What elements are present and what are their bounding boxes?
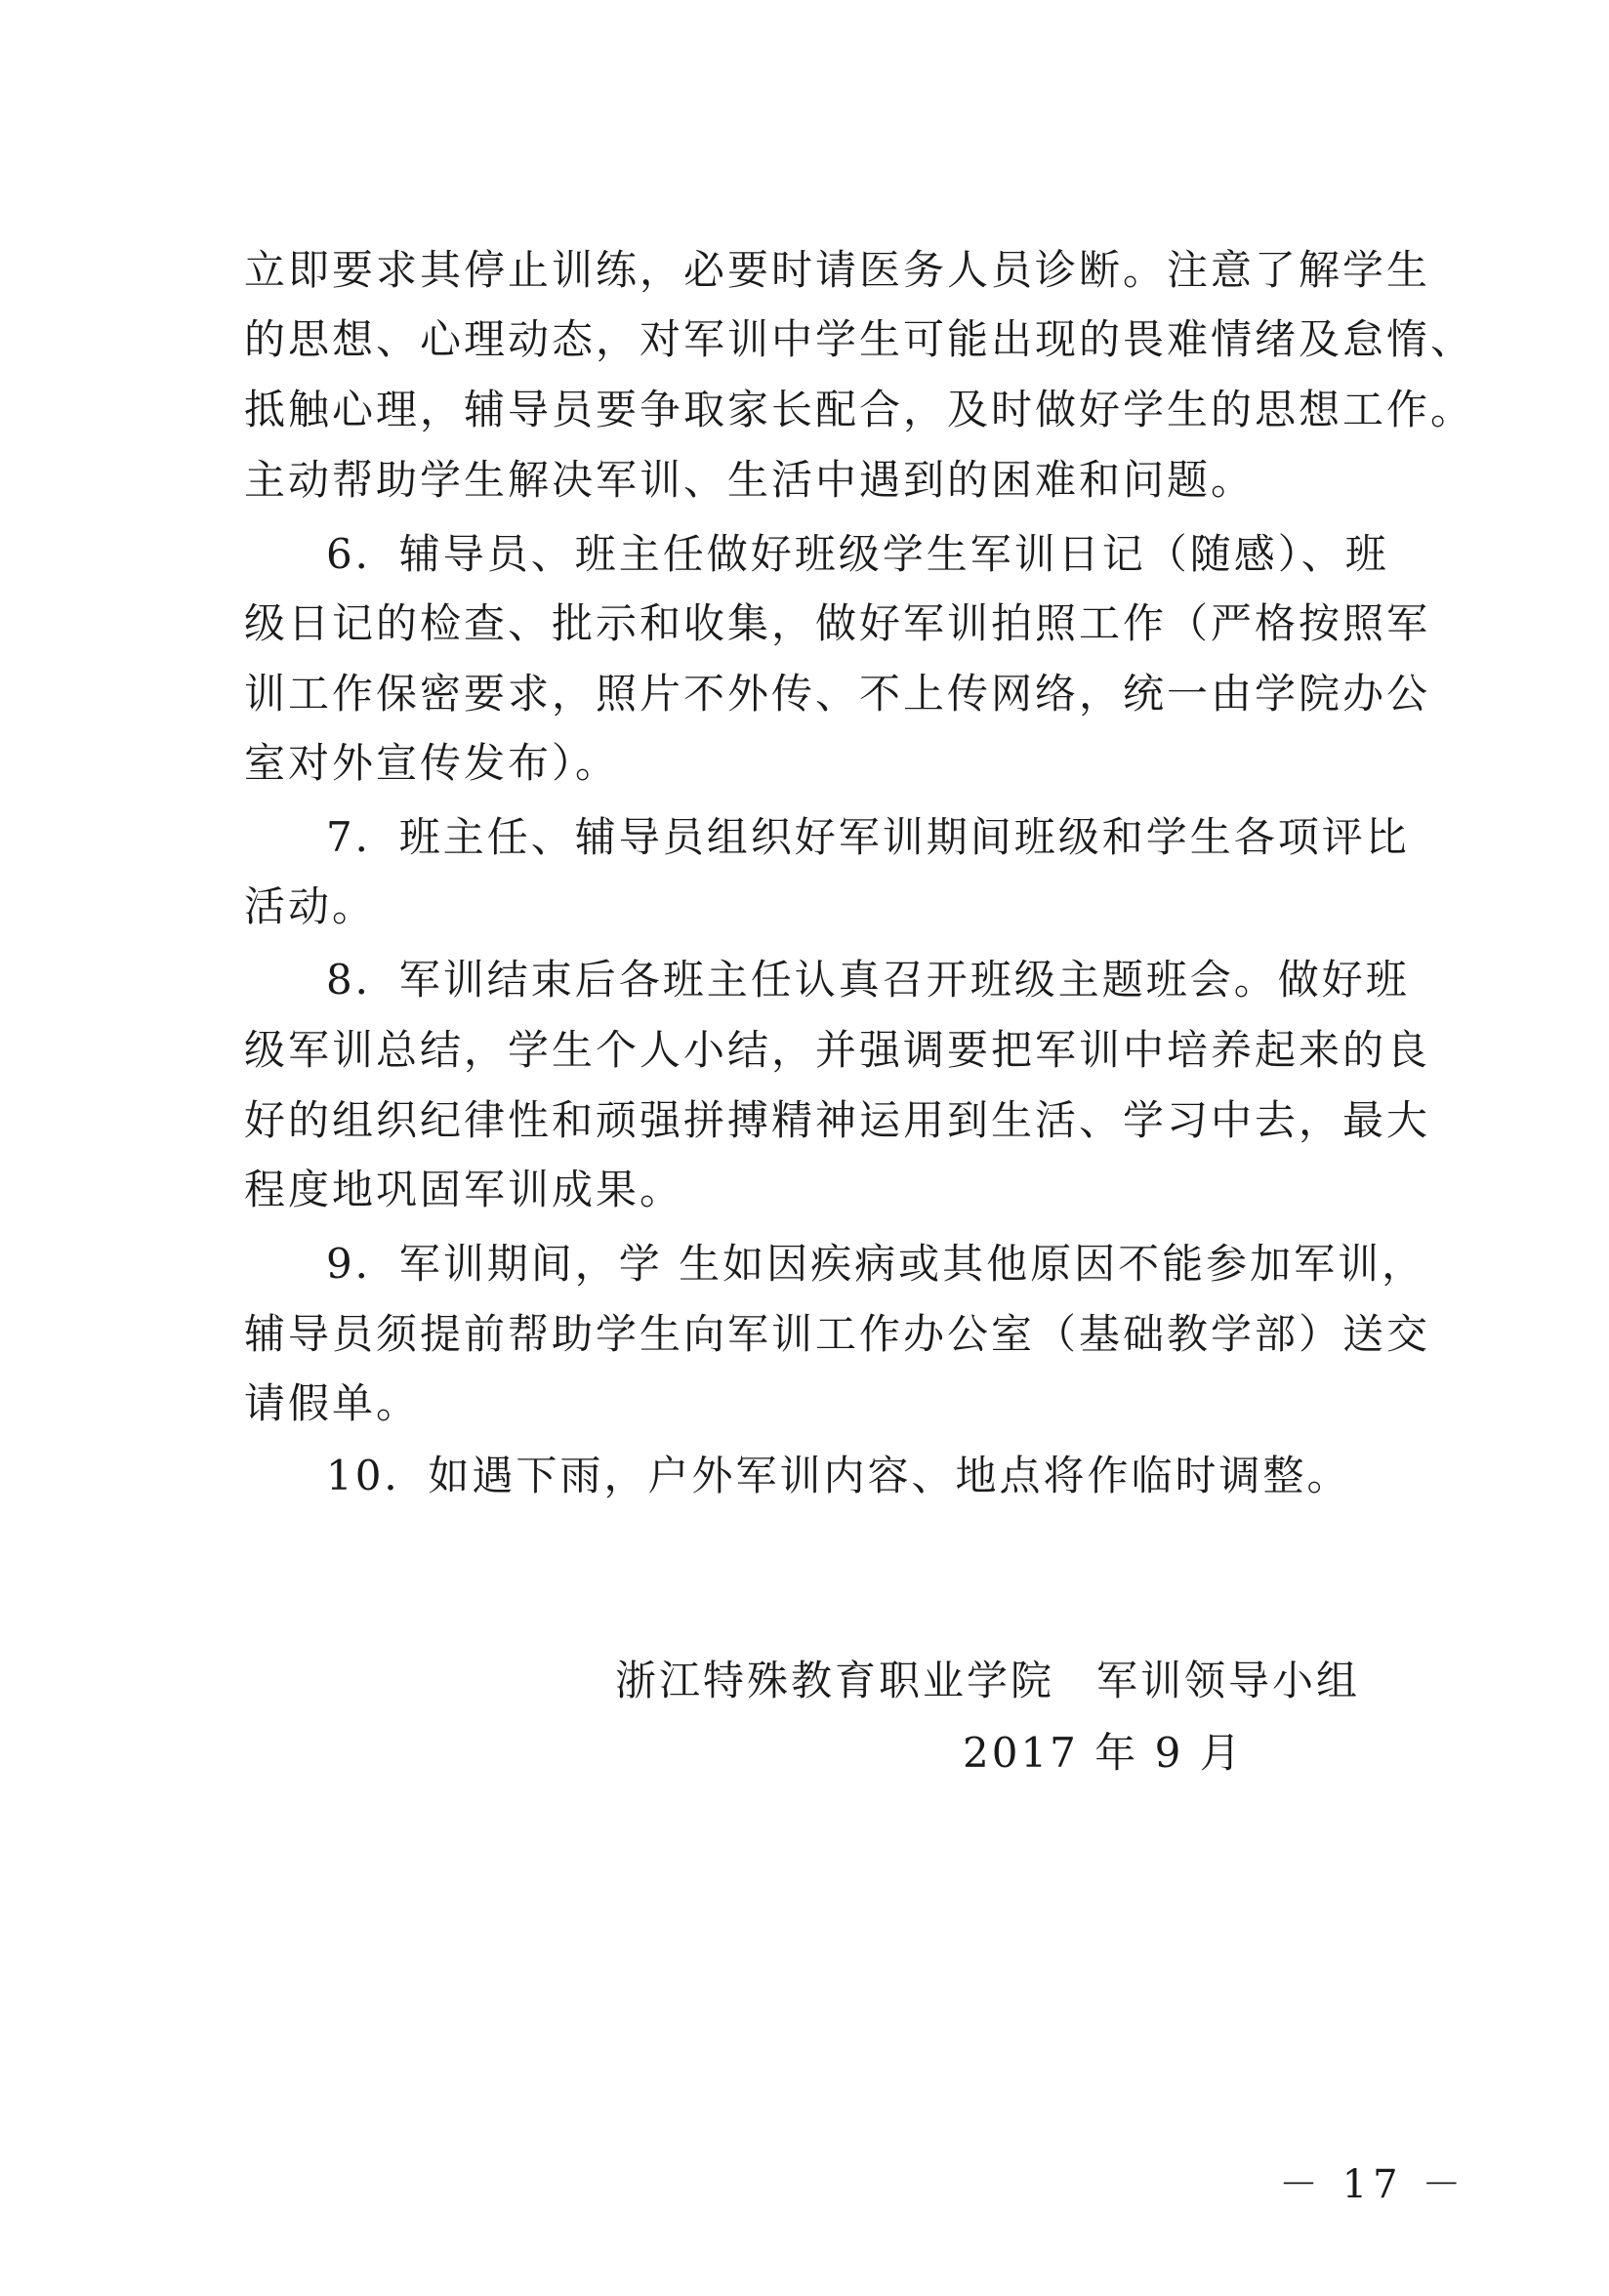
- signature-date: 2017 年 9 月: [963, 1729, 1244, 1777]
- paragraph-line: 8．军训结束后各班主任认真召开班级主题班会。做好班: [326, 956, 1410, 1004]
- paragraph-line: 10．如遇下雨，户外军训内容、地点将作临时调整。: [326, 1452, 1351, 1499]
- paragraph-line: 程度地巩固军训成果。: [244, 1166, 684, 1213]
- page-number: － 17 －: [1279, 2162, 1467, 2207]
- paragraph-line: 立即要求其停止训练，必要时请医务人员诊断。注意了解学生: [244, 246, 1431, 294]
- paragraph-line: 好的组织纪律性和顽强拼搏精神运用到生活、学习中去，最大: [244, 1096, 1431, 1144]
- paragraph-line: 辅导员须提前帮助学生向军训工作办公室（基础教学部）送交: [244, 1310, 1431, 1358]
- paragraph-line: 6．辅导员、班主任做好班级学生军训日记（随感）、班: [326, 530, 1389, 578]
- paragraph-line: 主动帮助学生解决军训、生活中遇到的困难和问题。: [244, 456, 1256, 504]
- paragraph-line: 7．班主任、辅导员组织好军训期间班级和学生各项评比: [326, 813, 1410, 861]
- paragraph-line: 级日记的检查、批示和收集，做好军训拍照工作（严格按照军: [244, 599, 1431, 647]
- paragraph-line: 级军训总结，学生个人小结，并强调要把军训中培养起来的良: [244, 1026, 1431, 1074]
- paragraph-line: 9．军训期间，学 生如因疾病或其他原因不能参加军训，: [326, 1240, 1426, 1288]
- paragraph-line: 训工作保密要求，照片不外传、不上传网络，统一由学院办公: [244, 670, 1431, 718]
- signature-group: 军训领导小组: [1096, 1657, 1361, 1704]
- paragraph-line: 室对外宣传发布）。: [244, 739, 620, 787]
- paragraph-line: 活动。: [244, 882, 377, 930]
- paragraph-line: 的思想、心理动态，对军训中学生可能出现的畏难情绪及怠惰、: [244, 315, 1475, 363]
- signature-org: 浙江特殊教育职业学院: [615, 1657, 1055, 1704]
- paragraph-line: 抵触心理，辅导员要争取家长配合，及时做好学生的思想工作。: [244, 386, 1475, 433]
- paragraph-line: 请假单。: [244, 1379, 421, 1427]
